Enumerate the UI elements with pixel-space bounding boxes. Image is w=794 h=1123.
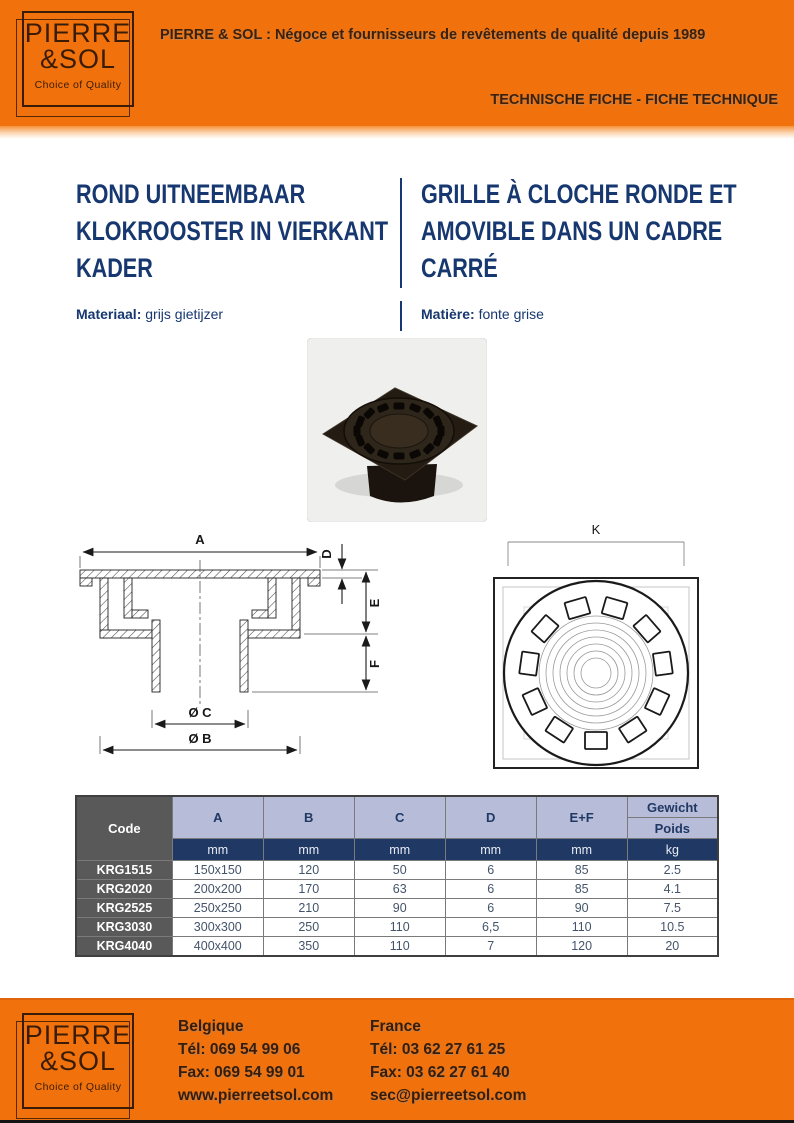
cell-c: 110 bbox=[354, 937, 445, 957]
col-header-code: Code bbox=[76, 796, 172, 861]
table-row bbox=[76, 918, 718, 937]
top-view-drawing bbox=[486, 520, 758, 776]
contact-website: www.pierreetsol.com bbox=[178, 1087, 334, 1104]
unit-mm: mm bbox=[536, 839, 627, 861]
logo-text-line2: &SOL bbox=[39, 44, 117, 74]
row-code: KRG3030 bbox=[76, 918, 172, 937]
dim-label-a: A bbox=[195, 532, 205, 547]
col-header-ef: E+F bbox=[536, 796, 627, 839]
row-code: KRG2525 bbox=[76, 899, 172, 918]
footer-company-logo bbox=[22, 1013, 134, 1109]
company-logo bbox=[22, 11, 134, 107]
logo-tagline: Choice of Quality bbox=[34, 79, 122, 91]
cell-c: 50 bbox=[354, 861, 445, 880]
product-title-nl: ROND UITNEEMBAAR KLOKROOSTER IN VIERKANT KADER bbox=[76, 179, 389, 283]
table-row bbox=[76, 880, 718, 899]
cell-kg: 10.5 bbox=[627, 918, 718, 937]
cell-c: 110 bbox=[354, 918, 445, 937]
unit-mm: mm bbox=[354, 839, 445, 861]
unit-mm: mm bbox=[172, 839, 263, 861]
cell-c: 63 bbox=[354, 880, 445, 899]
cell-ef: 85 bbox=[536, 880, 627, 899]
product-title-fr: GRILLE À CLOCHE RONDE ET AMOVIBLE DANS UN CADRE CARRÉ bbox=[421, 179, 737, 283]
cell-ef: 90 bbox=[536, 899, 627, 918]
material-fr-value: fonte grise bbox=[474, 306, 544, 322]
unit-mm: mm bbox=[445, 839, 536, 861]
contact-fax: Fax: 069 54 99 01 bbox=[178, 1064, 305, 1081]
cell-d: 6 bbox=[445, 880, 536, 899]
material-divider bbox=[400, 301, 402, 331]
cell-a: 300x300 bbox=[172, 918, 263, 937]
title-divider bbox=[400, 178, 402, 288]
units-row bbox=[76, 839, 718, 861]
table-row bbox=[76, 899, 718, 918]
cell-kg: 7.5 bbox=[627, 899, 718, 918]
row-code: KRG1515 bbox=[76, 861, 172, 880]
cell-ef: 110 bbox=[536, 918, 627, 937]
contact-france bbox=[370, 1015, 526, 1107]
cell-d: 6 bbox=[445, 861, 536, 880]
contact-email: sec@pierreetsol.com bbox=[370, 1087, 527, 1104]
spec-table bbox=[75, 795, 719, 957]
dim-label-d: D bbox=[319, 549, 334, 559]
contact-fax: Fax: 03 62 27 61 40 bbox=[370, 1064, 510, 1081]
cell-b: 210 bbox=[263, 899, 354, 918]
material-nl bbox=[76, 306, 223, 322]
col-header-d: D bbox=[445, 796, 536, 839]
cell-b: 250 bbox=[263, 918, 354, 937]
row-code: KRG4040 bbox=[76, 937, 172, 957]
cell-d: 6,5 bbox=[445, 918, 536, 937]
document-type-title: TECHNISCHE FICHE - FICHE TECHNIQUE bbox=[490, 92, 778, 108]
material-fr-label: Matière: bbox=[421, 306, 475, 322]
dim-label-k: K bbox=[591, 522, 601, 537]
logo-text-line1: PIERRE bbox=[24, 1020, 132, 1050]
cell-a: 200x200 bbox=[172, 880, 263, 899]
cell-b: 170 bbox=[263, 880, 354, 899]
cell-a: 250x250 bbox=[172, 899, 263, 918]
cell-a: 400x400 bbox=[172, 937, 263, 957]
cell-kg: 2.5 bbox=[627, 861, 718, 880]
header-banner-fade bbox=[0, 126, 794, 139]
photo-grate-center bbox=[370, 414, 428, 448]
cell-ef: 120 bbox=[536, 937, 627, 957]
contact-tel: Tél: 03 62 27 61 25 bbox=[370, 1041, 506, 1058]
material-nl-label: Materiaal: bbox=[76, 306, 142, 322]
logo-tagline: Choice of Quality bbox=[34, 1081, 122, 1093]
contact-country: France bbox=[370, 1018, 421, 1035]
dim-label-f: F bbox=[367, 660, 382, 668]
col-header-a: A bbox=[172, 796, 263, 839]
cell-b: 120 bbox=[263, 861, 354, 880]
col-header-c: C bbox=[354, 796, 445, 839]
material-nl-value: grijs gietijzer bbox=[141, 306, 224, 322]
logo-text-line1: PIERRE bbox=[24, 18, 132, 48]
dim-label-b: Ø B bbox=[188, 731, 212, 746]
cell-kg: 20 bbox=[627, 937, 718, 957]
table-row bbox=[76, 861, 718, 880]
col-header-weight-fr: Poids bbox=[627, 818, 718, 839]
logo-text-line2: &SOL bbox=[39, 1046, 117, 1076]
product-photo bbox=[307, 338, 487, 522]
contact-belgium bbox=[178, 1015, 333, 1107]
cross-section-drawing bbox=[70, 526, 400, 776]
company-motto: PIERRE & SOL : Négoce et fournisseurs de revêtements de qualité depuis 1989 bbox=[160, 27, 706, 43]
material-fr bbox=[421, 306, 544, 322]
cell-a: 150x150 bbox=[172, 861, 263, 880]
cell-c: 90 bbox=[354, 899, 445, 918]
dim-label-e: E bbox=[367, 598, 382, 608]
dim-label-c: Ø C bbox=[188, 705, 212, 720]
col-header-b: B bbox=[263, 796, 354, 839]
table-row bbox=[76, 937, 718, 957]
unit-kg: kg bbox=[627, 839, 718, 861]
cell-ef: 85 bbox=[536, 861, 627, 880]
col-header-weight-nl: Gewicht bbox=[627, 796, 718, 818]
cell-b: 350 bbox=[263, 937, 354, 957]
cell-d: 7 bbox=[445, 937, 536, 957]
row-code: KRG2020 bbox=[76, 880, 172, 899]
cell-kg: 4.1 bbox=[627, 880, 718, 899]
unit-mm: mm bbox=[263, 839, 354, 861]
header-banner bbox=[0, 0, 794, 126]
contact-tel: Tél: 069 54 99 06 bbox=[178, 1041, 301, 1058]
contact-country: Belgique bbox=[178, 1018, 244, 1035]
cell-d: 6 bbox=[445, 899, 536, 918]
